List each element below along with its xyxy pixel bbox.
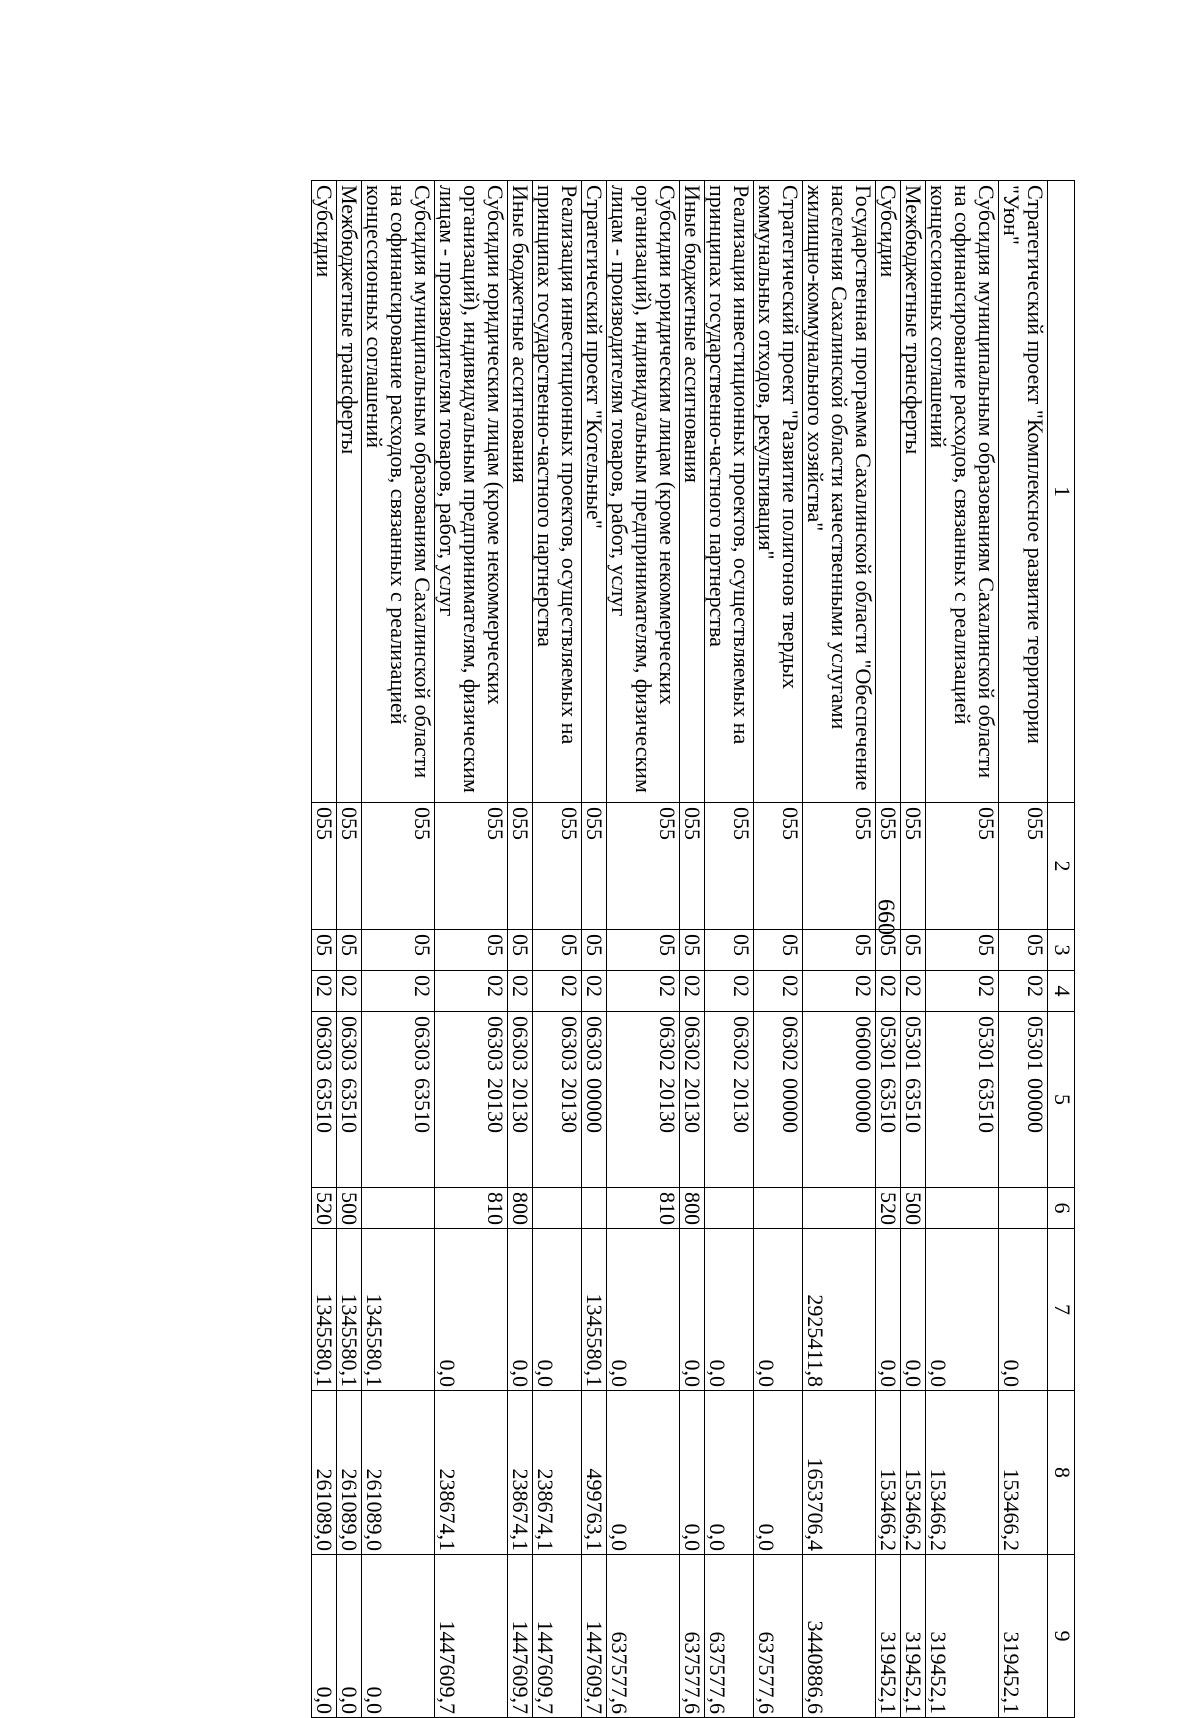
grbs-code: 055 xyxy=(876,803,901,930)
grbs-code: 055 xyxy=(803,803,876,930)
expense-type: 500 xyxy=(337,1188,362,1229)
grbs-code: 055 xyxy=(680,803,705,930)
grbs-code: 055 xyxy=(362,803,435,930)
col-header-4: 4 xyxy=(1048,971,1075,1012)
amount-col8: 261089,0 xyxy=(337,1391,362,1555)
target-article-program: 06000 xyxy=(851,1016,876,1071)
target-article xyxy=(533,1012,582,1188)
amount-col9: 319452,1 xyxy=(999,1555,1048,1718)
row-name: Стратегический проект "Котельные" xyxy=(582,181,607,803)
grbs-code: 055 xyxy=(705,803,754,930)
section-code: 05 xyxy=(876,930,901,971)
amount-col8: 238674,1 xyxy=(508,1391,533,1555)
target-article xyxy=(754,1012,803,1188)
table-row xyxy=(754,181,803,1718)
section-code: 05 xyxy=(901,930,926,971)
expense-type: 520 xyxy=(876,1188,901,1229)
amount-col7: 1345580,1 xyxy=(312,1229,337,1391)
target-article xyxy=(607,1012,680,1188)
section-code: 05 xyxy=(803,930,876,971)
table-row xyxy=(926,181,999,1718)
table-row xyxy=(312,181,337,1718)
table-row xyxy=(680,181,705,1718)
section-code: 05 xyxy=(582,930,607,971)
grbs-code: 055 xyxy=(607,803,680,930)
subsection-code: 02 xyxy=(362,971,435,1012)
table-body xyxy=(312,181,1048,1718)
subsection-code: 02 xyxy=(754,971,803,1012)
table-row xyxy=(582,181,607,1718)
subsection-code: 02 xyxy=(876,971,901,1012)
section-code: 05 xyxy=(533,930,582,971)
amount-col8: 238674,1 xyxy=(435,1391,508,1555)
col-header-5: 5 xyxy=(1048,1012,1075,1188)
amount-col9: 319452,1 xyxy=(876,1555,901,1718)
target-article xyxy=(999,1012,1048,1188)
row-name: Стратегический проект "Развитие полигонов твердых коммунальных отходов, рекультивация" xyxy=(754,181,803,803)
target-article xyxy=(337,1012,362,1188)
amount-col7: 2925411,8 xyxy=(803,1229,876,1391)
row-name: Иные бюджетные ассигнования xyxy=(508,181,533,803)
grbs-code: 055 xyxy=(582,803,607,930)
amount-col7: 0,0 xyxy=(754,1229,803,1391)
row-name: Субсидия муниципальным образованиям Сахалинской области на софинансирование расходов, связанных с реализацией концессионных соглашений xyxy=(362,181,435,803)
amount-col9: 319452,1 xyxy=(926,1555,999,1718)
section-code: 05 xyxy=(680,930,705,971)
amount-col8: 153466,2 xyxy=(926,1391,999,1555)
target-article-program: 06302 xyxy=(729,1016,754,1071)
amount-col9: 0,0 xyxy=(312,1555,337,1718)
target-article-direction: 00000 xyxy=(582,1078,607,1133)
amount-col8: 499763,1 xyxy=(582,1391,607,1555)
subsection-code: 02 xyxy=(533,971,582,1012)
row-name: Субсидии юридическим лицам (кроме некоммерческих организаций), индивидуальным предпринимателям, физическим лицам - производителям товаров, работ, услуг xyxy=(435,181,508,803)
row-name: Государственная программа Сахалинской области "Обеспечение населения Сахалинской области качественными услугами жилищно-коммунального хозяйства" xyxy=(803,181,876,803)
amount-col9: 637577,6 xyxy=(607,1555,680,1718)
target-article-program: 05301 xyxy=(901,1016,926,1071)
subsection-code: 02 xyxy=(508,971,533,1012)
section-code: 05 xyxy=(508,930,533,971)
grbs-code: 055 xyxy=(312,803,337,930)
section-code: 05 xyxy=(705,930,754,971)
col-header-7: 7 xyxy=(1048,1229,1075,1391)
target-article-direction: 63510 xyxy=(312,1078,337,1133)
expense-type xyxy=(999,1188,1048,1229)
section-code: 05 xyxy=(435,930,508,971)
expense-type xyxy=(926,1188,999,1229)
col-header-2: 2 xyxy=(1048,803,1075,930)
table-row xyxy=(362,181,435,1718)
expense-type: 810 xyxy=(607,1188,680,1229)
target-article-program: 06303 xyxy=(557,1016,582,1071)
col-header-6: 6 xyxy=(1048,1188,1075,1229)
target-article-direction: 63510 xyxy=(974,1078,999,1133)
amount-col7: 0,0 xyxy=(680,1229,705,1391)
target-article-program: 06302 xyxy=(655,1016,680,1071)
subsection-code: 02 xyxy=(926,971,999,1012)
amount-col8: 153466,2 xyxy=(901,1391,926,1555)
amount-col9: 637577,6 xyxy=(754,1555,803,1718)
section-code: 05 xyxy=(312,930,337,971)
subsection-code: 02 xyxy=(435,971,508,1012)
amount-col7: 0,0 xyxy=(876,1229,901,1391)
target-article-program: 05301 xyxy=(876,1016,901,1071)
expense-type: 810 xyxy=(435,1188,508,1229)
target-article-direction: 20130 xyxy=(508,1078,533,1133)
target-article xyxy=(312,1012,337,1188)
target-article xyxy=(508,1012,533,1188)
amount-col9: 637577,6 xyxy=(680,1555,705,1718)
section-code: 05 xyxy=(607,930,680,971)
table-row xyxy=(607,181,680,1718)
row-name: Субсидии xyxy=(876,181,901,803)
amount-col9: 1447609,7 xyxy=(582,1555,607,1718)
table-row xyxy=(508,181,533,1718)
amount-col7: 1345580,1 xyxy=(582,1229,607,1391)
expense-type: 800 xyxy=(508,1188,533,1229)
target-article-program: 06303 xyxy=(508,1016,533,1071)
subsection-code: 02 xyxy=(901,971,926,1012)
target-article-direction: 20130 xyxy=(557,1078,582,1133)
grbs-code: 055 xyxy=(901,803,926,930)
target-article xyxy=(582,1012,607,1188)
subsection-code: 02 xyxy=(582,971,607,1012)
table-row xyxy=(999,181,1048,1718)
expense-type xyxy=(533,1188,582,1229)
expense-type: 800 xyxy=(680,1188,705,1229)
table-row xyxy=(901,181,926,1718)
target-article-direction: 63510 xyxy=(876,1078,901,1133)
amount-col8: 0,0 xyxy=(607,1391,680,1555)
col-header-9: 9 xyxy=(1048,1555,1075,1718)
target-article xyxy=(680,1012,705,1188)
grbs-code: 055 xyxy=(435,803,508,930)
grbs-code: 055 xyxy=(754,803,803,930)
expense-type xyxy=(582,1188,607,1229)
page-number: 660 xyxy=(872,899,899,935)
row-name: Межбюджетные трансферты xyxy=(337,181,362,803)
target-article-program: 06303 xyxy=(337,1016,362,1071)
subsection-code: 02 xyxy=(337,971,362,1012)
amount-col8: 261089,0 xyxy=(362,1391,435,1555)
amount-col7: 0,0 xyxy=(435,1229,508,1391)
amount-col9: 1447609,7 xyxy=(533,1555,582,1718)
target-article-direction: 20130 xyxy=(483,1078,508,1133)
amount-col7: 0,0 xyxy=(508,1229,533,1391)
section-code: 05 xyxy=(754,930,803,971)
header-row xyxy=(1048,181,1075,1718)
amount-col8: 0,0 xyxy=(680,1391,705,1555)
target-article xyxy=(876,1012,901,1188)
amount-col7: 1345580,1 xyxy=(337,1229,362,1391)
target-article-program: 06303 xyxy=(410,1016,435,1071)
amount-col8: 261089,0 xyxy=(312,1391,337,1555)
table-row xyxy=(533,181,582,1718)
amount-col9: 1447609,7 xyxy=(508,1555,533,1718)
amount-col7: 0,0 xyxy=(705,1229,754,1391)
row-name: Стратегический проект "Комплексное развитие территории "Уюн" xyxy=(999,181,1048,803)
expense-type xyxy=(362,1188,435,1229)
rotated-page xyxy=(83,180,1075,1717)
expense-type xyxy=(803,1188,876,1229)
target-article xyxy=(803,1012,876,1188)
table-row xyxy=(803,181,876,1718)
amount-col7: 1345580,1 xyxy=(362,1229,435,1391)
budget-table xyxy=(311,180,1075,1718)
grbs-code: 055 xyxy=(926,803,999,930)
grbs-code: 055 xyxy=(337,803,362,930)
table-row xyxy=(337,181,362,1718)
table-row xyxy=(876,181,901,1718)
target-article-program: 06302 xyxy=(778,1016,803,1071)
col-header-3: 3 xyxy=(1048,930,1075,971)
expense-type xyxy=(705,1188,754,1229)
amount-col8: 1653706,4 xyxy=(803,1391,876,1555)
amount-col9: 3440886,6 xyxy=(803,1555,876,1718)
col-header-1: 1 xyxy=(1048,181,1075,803)
row-name: Субсидия муниципальным образованиям Сахалинской области на софинансирование расходов, связанных с реализацией концессионных соглашений xyxy=(926,181,999,803)
amount-col8: 0,0 xyxy=(754,1391,803,1555)
amount-col9: 319452,1 xyxy=(901,1555,926,1718)
amount-col7: 0,0 xyxy=(533,1229,582,1391)
target-article-direction: 20130 xyxy=(729,1078,754,1133)
col-header-8: 8 xyxy=(1048,1391,1075,1555)
target-article-program: 06302 xyxy=(680,1016,705,1071)
grbs-code: 055 xyxy=(533,803,582,930)
amount-col7: 0,0 xyxy=(926,1229,999,1391)
target-article-program: 05301 xyxy=(1023,1016,1048,1071)
row-name: Межбюджетные трансферты xyxy=(901,181,926,803)
target-article-direction: 63510 xyxy=(410,1078,435,1133)
section-code: 05 xyxy=(926,930,999,971)
target-article xyxy=(362,1012,435,1188)
amount-col8: 153466,2 xyxy=(999,1391,1048,1555)
amount-col9: 637577,6 xyxy=(705,1555,754,1718)
target-article-direction: 00000 xyxy=(851,1078,876,1133)
target-article-program: 06303 xyxy=(312,1016,337,1071)
expense-type xyxy=(754,1188,803,1229)
subsection-code: 02 xyxy=(999,971,1048,1012)
target-article-direction: 20130 xyxy=(655,1078,680,1133)
amount-col8: 238674,1 xyxy=(533,1391,582,1555)
row-name: Иные бюджетные ассигнования xyxy=(680,181,705,803)
amount-col7: 0,0 xyxy=(607,1229,680,1391)
target-article-direction: 20130 xyxy=(680,1078,705,1133)
grbs-code: 055 xyxy=(508,803,533,930)
expense-type: 500 xyxy=(901,1188,926,1229)
target-article-program: 05301 xyxy=(974,1016,999,1071)
amount-col8: 0,0 xyxy=(705,1391,754,1555)
row-name: Субсидии юридическим лицам (кроме некоммерческих организаций), индивидуальным предпринимателям, физическим лицам - производителям товаров, работ, услуг xyxy=(607,181,680,803)
row-name: Субсидии xyxy=(312,181,337,803)
row-name: Реализация инвестиционных проектов, осуществляемых на принципах государственно-частного партнерства xyxy=(705,181,754,803)
row-name: Реализация инвестиционных проектов, осуществляемых на принципах государственно-частного партнерства xyxy=(533,181,582,803)
table-row xyxy=(435,181,508,1718)
target-article-program: 06303 xyxy=(483,1016,508,1071)
target-article-direction: 00000 xyxy=(778,1078,803,1133)
target-article xyxy=(926,1012,999,1188)
target-article xyxy=(705,1012,754,1188)
subsection-code: 02 xyxy=(705,971,754,1012)
table-row xyxy=(705,181,754,1718)
target-article-direction: 63510 xyxy=(337,1078,362,1133)
amount-col9: 1447609,7 xyxy=(435,1555,508,1718)
subsection-code: 02 xyxy=(312,971,337,1012)
amount-col7: 0,0 xyxy=(999,1229,1048,1391)
amount-col9: 0,0 xyxy=(337,1555,362,1718)
target-article xyxy=(435,1012,508,1188)
subsection-code: 02 xyxy=(803,971,876,1012)
grbs-code: 055 xyxy=(999,803,1048,930)
section-code: 05 xyxy=(362,930,435,971)
amount-col7: 0,0 xyxy=(901,1229,926,1391)
target-article xyxy=(901,1012,926,1188)
subsection-code: 02 xyxy=(607,971,680,1012)
section-code: 05 xyxy=(337,930,362,971)
subsection-code: 02 xyxy=(680,971,705,1012)
expense-type: 520 xyxy=(312,1188,337,1229)
target-article-direction: 00000 xyxy=(1023,1078,1048,1133)
target-article-program: 06303 xyxy=(582,1016,607,1071)
amount-col8: 153466,2 xyxy=(876,1391,901,1555)
amount-col9: 0,0 xyxy=(362,1555,435,1718)
target-article-direction: 63510 xyxy=(901,1078,926,1133)
section-code: 05 xyxy=(999,930,1048,971)
